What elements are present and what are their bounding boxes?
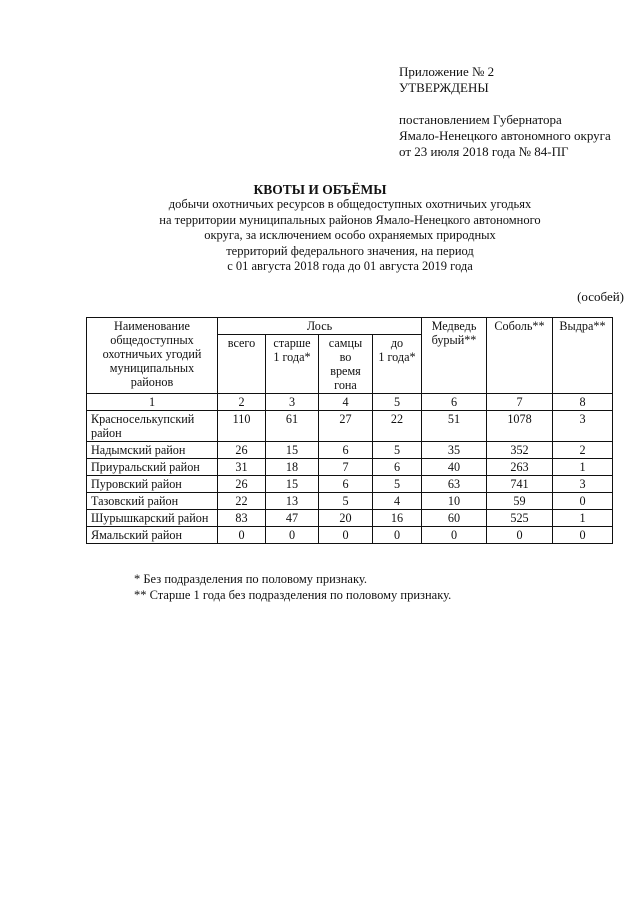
bear-value-cell: 0: [422, 527, 487, 544]
males-value-cell: 27: [319, 411, 373, 442]
column-number: 1: [87, 394, 218, 411]
name-column-header: [87, 318, 218, 394]
district-name-cell: Пуровский район: [87, 476, 218, 493]
total-value-cell: 22: [218, 493, 266, 510]
column-number: 4: [319, 394, 373, 411]
table-row: [87, 476, 613, 493]
bear-value-cell: 51: [422, 411, 487, 442]
header-text: до: [390, 336, 404, 350]
older-value-cell: 61: [266, 411, 319, 442]
sable-header: Соболь**: [487, 318, 553, 394]
table-row: [87, 527, 613, 544]
males-value-cell: 20: [319, 510, 373, 527]
header-row: [87, 318, 613, 335]
header-text: во: [339, 350, 352, 364]
table-row: [87, 493, 613, 510]
subtitle-line: территорий федерального значения, на период: [226, 243, 474, 258]
subtitle-line: на территории муниципальных районов Ямало-Ненецкого автономного: [159, 212, 541, 227]
column-number: 5: [373, 394, 422, 411]
males-value-cell: 0: [319, 527, 373, 544]
district-name-cell: Приуральский район: [87, 459, 218, 476]
unit-label: (особей): [577, 289, 624, 304]
header-text: Наименование: [114, 319, 190, 333]
bear-value-cell: 35: [422, 442, 487, 459]
sable-value-cell: 263: [487, 459, 553, 476]
males-value-cell: 6: [319, 476, 373, 493]
district-name-cell: Тазовский район: [87, 493, 218, 510]
sable-value-cell: 1078: [487, 411, 553, 442]
otter-value-cell: 0: [553, 493, 613, 510]
header-text: время: [330, 364, 361, 378]
bear-header: [422, 318, 487, 394]
sable-value-cell: 0: [487, 527, 553, 544]
sable-value-cell: 352: [487, 442, 553, 459]
otter-value-cell: 0: [553, 527, 613, 544]
total-value-cell: 83: [218, 510, 266, 527]
document-subtitle: [140, 197, 560, 275]
column-number: 2: [218, 394, 266, 411]
otter-value-cell: 3: [553, 411, 613, 442]
total-value-cell: 31: [218, 459, 266, 476]
appendix-block: [399, 64, 611, 160]
header-text: старше: [273, 336, 311, 350]
footnotes: [134, 571, 451, 603]
moose-under-header: [373, 335, 422, 394]
subtitle-line: добычи охотничьих ресурсов в общедоступных охотничьих угодьях: [168, 197, 532, 211]
subtitle-line: округа, за исключением особо охраняемых природных: [204, 228, 496, 242]
sable-value-cell: 741: [487, 476, 553, 493]
document-title: КВОТЫ И ОБЪЁМЫ: [253, 182, 387, 197]
total-value-cell: 110: [218, 411, 266, 442]
total-value-cell: 26: [218, 476, 266, 493]
footnote: ** Старше 1 года без подразделения по половому признаку.: [134, 588, 452, 602]
district-name-cell: Шурышкарский район: [87, 510, 218, 527]
older-value-cell: 15: [266, 442, 319, 459]
district-name-cell: Ямальский район: [87, 527, 218, 544]
header-text: гона: [334, 378, 357, 392]
column-number: 7: [487, 394, 553, 411]
older-value-cell: 13: [266, 493, 319, 510]
males-value-cell: 5: [319, 493, 373, 510]
quota-table: [86, 317, 613, 544]
district-name-cell: Надымский район: [87, 442, 218, 459]
otter-value-cell: 1: [553, 510, 613, 527]
moose-males-header: [319, 335, 373, 394]
under-value-cell: 5: [373, 442, 422, 459]
header-text: муниципальных: [109, 361, 195, 375]
column-number: 3: [266, 394, 319, 411]
otter-value-cell: 2: [553, 442, 613, 459]
table-row: [87, 411, 613, 442]
older-value-cell: 15: [266, 476, 319, 493]
subtitle-line: с 01 августа 2018 года до 01 августа 2019 года: [227, 259, 473, 273]
column-number: 8: [553, 394, 613, 411]
total-value-cell: 0: [218, 527, 266, 544]
under-value-cell: 0: [373, 527, 422, 544]
header-text: самцы: [328, 336, 363, 350]
moose-older-header: [266, 335, 319, 394]
males-value-cell: 6: [319, 442, 373, 459]
district-name-cell: Красноселькупский район: [87, 411, 218, 442]
header-text: районов: [130, 375, 174, 389]
footnote: * Без подразделения по половому признаку.: [134, 572, 367, 586]
moose-header: Лось: [218, 318, 422, 335]
older-value-cell: 18: [266, 459, 319, 476]
under-value-cell: 16: [373, 510, 422, 527]
bear-value-cell: 63: [422, 476, 487, 493]
table-row: [87, 459, 613, 476]
total-value-cell: 26: [218, 442, 266, 459]
under-value-cell: 5: [373, 476, 422, 493]
bear-value-cell: 40: [422, 459, 487, 476]
decree-date-line: от 23 июля 2018 года № 84-ПГ: [399, 144, 569, 159]
column-number-row: [87, 394, 613, 411]
header-text: Медведь: [431, 319, 477, 333]
table-row: [87, 442, 613, 459]
bear-value-cell: 60: [422, 510, 487, 527]
header-text: бурый**: [431, 333, 477, 347]
otter-value-cell: 3: [553, 476, 613, 493]
region-line: Ямало-Ненецкого автономного округа: [399, 128, 611, 143]
under-value-cell: 4: [373, 493, 422, 510]
decree-line: постановлением Губернатора: [399, 112, 562, 127]
header-text: 1 года*: [378, 350, 416, 364]
table-row: [87, 510, 613, 527]
header-text: общедоступных: [110, 333, 194, 347]
sable-value-cell: 59: [487, 493, 553, 510]
otter-header: Выдра**: [553, 318, 613, 394]
under-value-cell: 22: [373, 411, 422, 442]
otter-value-cell: 1: [553, 459, 613, 476]
header-text: 1 года*: [273, 350, 311, 364]
males-value-cell: 7: [319, 459, 373, 476]
column-number: 6: [422, 394, 487, 411]
appendix-number: Приложение № 2: [399, 64, 495, 79]
older-value-cell: 47: [266, 510, 319, 527]
approved-label: УТВЕРЖДЕНЫ: [399, 80, 489, 95]
header-text: охотничьих угодий: [102, 347, 202, 361]
table-body: [87, 411, 613, 544]
older-value-cell: 0: [266, 527, 319, 544]
moose-total-header: всего: [218, 335, 266, 394]
under-value-cell: 6: [373, 459, 422, 476]
bear-value-cell: 10: [422, 493, 487, 510]
sable-value-cell: 525: [487, 510, 553, 527]
